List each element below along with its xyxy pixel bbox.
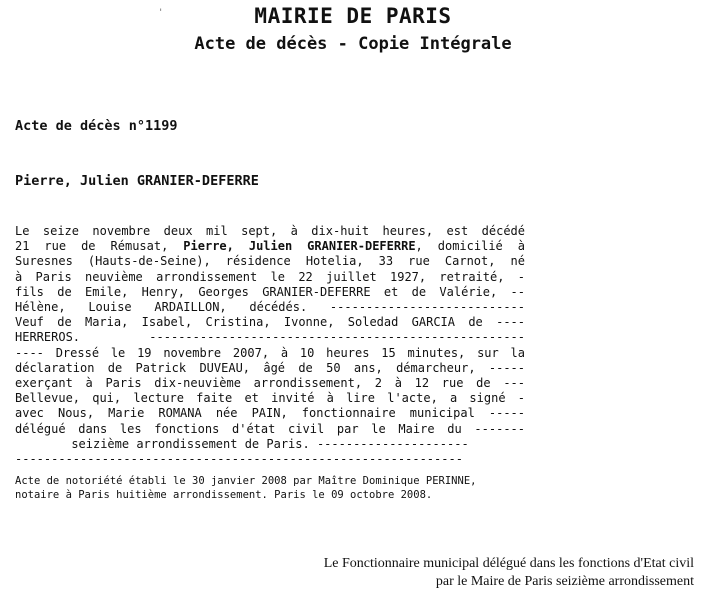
body-line: Suresnes (Hauts-de-Seine), résidence Hotelia, 33 rue Carnot, né	[15, 254, 525, 269]
body-line: seizième arrondissement de Paris. ---------------------	[71, 436, 469, 451]
person-name: Pierre, Julien GRANIER-DEFERRE	[15, 173, 259, 189]
body-line-part: 21 rue de Rémusat,	[15, 239, 184, 254]
body-line: HERREROS. ----------------------------------------------------	[15, 330, 525, 345]
signature-line: par le Maire de Paris seizième arrondissement	[435, 574, 694, 589]
body-line: à Paris neuvième arrondissement le 22 juillet 1927, retraité, -	[15, 269, 525, 284]
body-line	[15, 239, 525, 254]
page-title: MAIRIE DE PARIS	[254, 4, 452, 28]
body-line: fils de Emile, Henry, Georges GRANIER-DEFERRE et de Valérie, --	[15, 284, 525, 299]
body-line: --------------------------------------------------------------	[15, 452, 463, 467]
body-line: déclaration de Patrick DUVEAU, âgé de 50 ans, démarcheur, -----	[15, 360, 525, 375]
body-line: Hélène, Louise ARDAILLON, décédés. ---------------------------	[15, 300, 525, 315]
scan-mark: '	[158, 8, 164, 18]
body-line-part: , domicilié à	[415, 239, 525, 254]
body-line: avec Nous, Marie ROMANA née PAIN, fonctionnaire municipal -----	[15, 406, 525, 421]
body-line: délégué dans les fonctions d'état civil par le Maire du -------	[15, 421, 525, 436]
deceased-name-bold: Pierre, Julien GRANIER-DEFERRE	[183, 239, 416, 254]
body-line: Le seize novembre deux mil sept, à dix-huit heures, est décédé	[15, 224, 525, 238]
body-line: ---- Dressé le 19 novembre 2007, à 10 heures 15 minutes, sur la	[15, 345, 525, 360]
note-line: notaire à Paris huitième arrondissement. Paris le 09 octobre 2008.	[15, 489, 433, 501]
signature-line: Le Fonctionnaire municipal délégué dans les fonctions d'Etat civil	[323, 556, 694, 571]
notoriety-note	[15, 474, 535, 502]
page-subtitle: Acte de décès - Copie Intégrale	[194, 34, 512, 54]
note-line: Acte de notoriété établi le 30 janvier 2008 par Maître Dominique PERINNE,	[15, 475, 477, 487]
signature-block	[324, 555, 694, 591]
body-line: exerçant à Paris dix-neuvième arrondissement, 2 à 12 rue de ---	[15, 376, 525, 391]
acte-body	[15, 224, 525, 467]
body-line: Veuf de Maria, Isabel, Cristina, Ivonne, Soledad GARCIA de ----	[15, 315, 525, 330]
acte-number: Acte de décès n°1199	[15, 118, 178, 134]
body-line: Bellevue, qui, lecture faite et invité à lire l'acte, a signé -	[15, 391, 525, 406]
